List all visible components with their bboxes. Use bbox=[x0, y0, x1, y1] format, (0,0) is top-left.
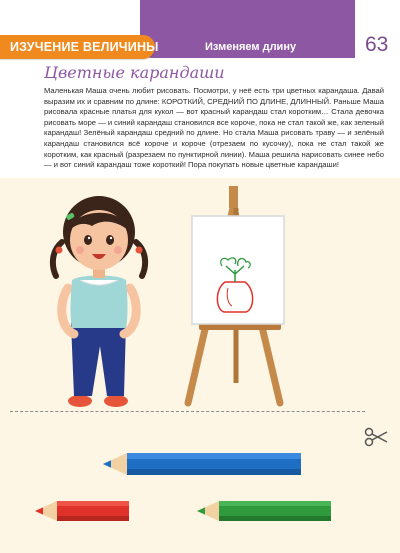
page-number: 63 bbox=[365, 33, 389, 56]
section-title: ИЗУЧЕНИЕ ВЕЛИЧИНЫ bbox=[10, 40, 159, 54]
story-paragraph: Маленькая Маша очень любит рисовать. Посмотри, у неё есть три цветных карандаша. Давай выразим их и сравним по длине: КОРОТКИЙ, СРЕДНИЙ ПО ДЛИНЕ, ДЛИННЫЙ. Раньше Маша рисовала красные платья для кукол — вот красный карандаш стал коротким… Стала девочка рисовать море — и синий карандаш становился все короче, пока не стал такой же, как зеленый карандаш! Зелёный карандаш средний по длине. Но стала Маша рисовать траву — и зелёный карандаш становился всё короче и короче (отрезаем по кусочку), пока не стал такой же коротким, как красный (разрезаем по пунктирной линии). Маша решила нарисовать синее небо — и вот синий карандаш тоже короткий! Пора покупать новые цветные карандаши! bbox=[44, 86, 384, 170]
scissors-icon bbox=[364, 427, 388, 447]
easel-illustration bbox=[188, 186, 284, 403]
girl-illustration bbox=[53, 196, 145, 407]
story-text bbox=[44, 86, 384, 171]
illustration bbox=[0, 178, 400, 413]
red-pencil bbox=[35, 499, 131, 523]
content-title: Цветные карандаши bbox=[44, 63, 225, 82]
cut-line bbox=[10, 411, 365, 412]
lesson-title: Изменяем длину bbox=[205, 41, 297, 53]
green-pencil bbox=[197, 499, 333, 523]
blue-pencil bbox=[103, 451, 303, 477]
